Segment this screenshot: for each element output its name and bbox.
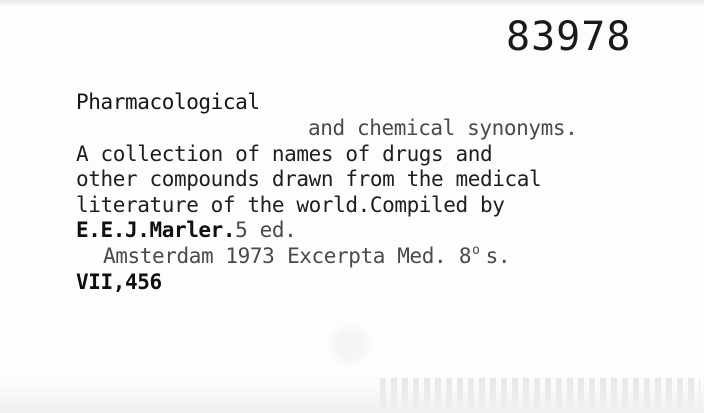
pagination: VII,456	[76, 270, 162, 294]
description-line-3: literature of the world.Compiled by	[76, 193, 505, 217]
format-degree: o	[472, 243, 480, 258]
format-suffix: s.	[485, 244, 511, 268]
card-top-edge	[0, 0, 704, 6]
title-main: Pharmacological	[76, 90, 260, 114]
description-line-1: A collection of names of drugs and	[76, 142, 493, 166]
title-continuation: and chemical synonyms.	[308, 116, 578, 140]
imprint-line	[103, 244, 510, 268]
format-number: 8	[458, 244, 472, 268]
punch-hole-shadow	[326, 322, 372, 368]
imprint-publisher: Excerpta Med.	[287, 244, 447, 268]
accession-number: 83978	[506, 14, 632, 60]
author: E.E.J.Marler.	[76, 218, 236, 242]
imprint-place-year: Amsterdam 1973	[103, 244, 275, 268]
card-bottom-edge	[0, 379, 704, 413]
edition: 5 ed.	[235, 218, 297, 242]
description-line-2: other compounds drawn from the medical	[76, 167, 542, 191]
author-edition-line	[76, 218, 296, 242]
